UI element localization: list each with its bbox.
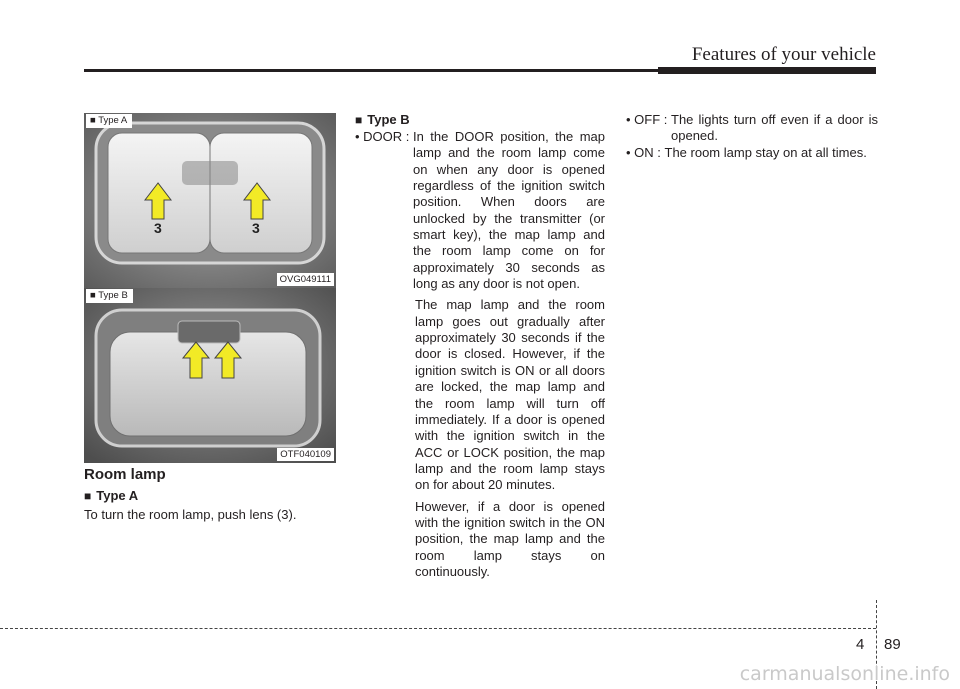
on-position-item: [626, 145, 878, 161]
square-bullet-icon: ■: [84, 489, 92, 503]
off-text: The lights turn off even if a door is opened.: [671, 112, 878, 144]
chapter-number: 4: [856, 636, 865, 653]
callout-number-right: 3: [252, 220, 260, 236]
type-label: ■ Type A: [86, 114, 132, 128]
door-position-item: [355, 129, 605, 292]
switch-positions-column: [626, 112, 878, 161]
on-text: The room lamp stay on at all times.: [664, 144, 867, 160]
footer-rule: [0, 628, 876, 629]
figure-type-b: [84, 288, 336, 463]
figure-code: OTF040109: [277, 448, 334, 461]
off-position-item: [626, 112, 878, 145]
type-b-column: [355, 129, 605, 580]
room-lamp-type-a-photo: [84, 113, 336, 288]
subheading-type-a: ■ Type A: [84, 488, 139, 503]
running-header: Features of your vehicle: [691, 44, 876, 65]
header-tab-bar: [658, 67, 876, 74]
square-bullet-icon: ■: [355, 113, 363, 127]
type-label: ■ Type B: [86, 289, 133, 303]
door-label: • DOOR :: [355, 129, 413, 144]
square-bullet-icon: ■: [90, 290, 96, 301]
on-label: • ON :: [626, 144, 665, 160]
section-title: Room lamp: [84, 466, 166, 483]
room-lamp-type-b-photo: [84, 288, 336, 463]
off-label: • OFF :: [626, 112, 671, 127]
watermark: carmanualsonline.info: [739, 663, 950, 685]
figure-type-a: [84, 113, 336, 288]
square-bullet-icon: ■: [90, 115, 96, 126]
page-number: 89: [884, 636, 901, 653]
door-paragraph-1: The map lamp and the room lamp goes out gradually after approximately 30 seconds if the door is closed. However, if the ignition switch is ON or all doors are locked, the map lamp and the room lamp will turn off immediately. If a door is opened with the ignition switch in the ACC or LOCK position, the map lamp and the room lamp stays on for about 20 minutes.: [415, 297, 605, 493]
subheading-type-b: ■ Type B: [355, 112, 410, 127]
callout-number-left: 3: [154, 220, 162, 236]
type-a-description: To turn the room lamp, push lens (3).: [84, 507, 297, 522]
door-paragraph-2: However, if a door is opened with the ignition switch in the ON position, the map lamp and the room lamp stays on continuously.: [415, 498, 605, 579]
figure-code: OVG049111: [277, 273, 334, 286]
door-text: In the DOOR position, the map lamp and the room lamp come on when any door is opened regardless of the ignition switch position. When doors are unlocked by the transmitter (or smart key), the map lamp and the room lamp come on for approximately 30 seconds as long as any door is not open.: [413, 129, 605, 292]
